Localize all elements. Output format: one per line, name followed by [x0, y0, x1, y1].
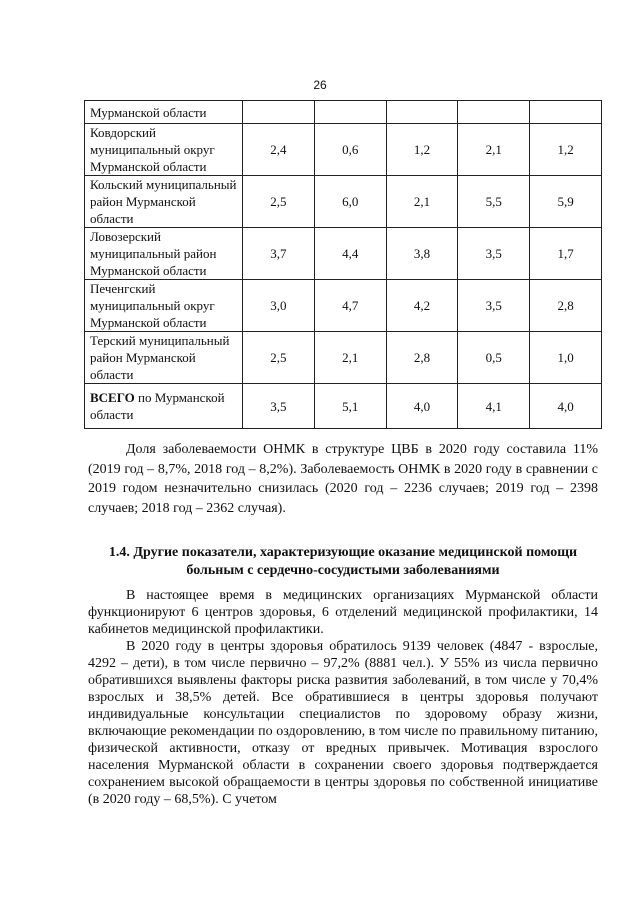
table-cell-value: 2,5	[243, 176, 315, 228]
table-cell-value: 4,7	[314, 280, 386, 332]
table-cell-value: 0,6	[314, 124, 386, 176]
table-cell-value	[386, 101, 458, 124]
table-cell-value: 5,9	[530, 176, 602, 228]
table-cell-district: Терский муниципальный район Мурманской области	[85, 332, 243, 384]
table-row	[85, 332, 602, 384]
table-cell-district: Мурманской области	[85, 101, 243, 124]
table-cell-value	[458, 101, 530, 124]
table-cell-value: 2,1	[386, 176, 458, 228]
table-cell-value: 4,0	[386, 384, 458, 429]
table-cell-value: 3,0	[243, 280, 315, 332]
table-cell-value: 1,0	[530, 332, 602, 384]
table-cell-value: 2,4	[243, 124, 315, 176]
table-cell-value: 5,5	[458, 176, 530, 228]
table-cell-value: 3,5	[243, 384, 315, 429]
table-cell-value: 3,7	[243, 228, 315, 280]
table-row	[85, 101, 602, 124]
table-row	[85, 176, 602, 228]
statistics-table	[84, 100, 602, 429]
paragraph-2020-visits: В 2020 году в центры здоровья обратилось 9139 человек (4847 - взрослые, 4292 – дети), в том числе первично – 97,2% (8881 чел.). У 55% из числа первично обратившихся выявлены факторы риска развития заболеваний, в том числе у 70,4% взрослых и 38,5% детей. Все обратившиеся в центры здоровья получают индивидуальные консультации специалистов по здоровому образу жизни, включающие рекомендации по оздоровлению, в том числе по правильному питанию, физической активности, отказу от вредных привычек. Мотивация взрослого населения Мурманской области в сохранении своего здоровья подтверждается сохранением высокой обращаемости в центры здоровья по собственной инициативе (в 2020 году – 68,5%). С учетом	[88, 639, 598, 807]
table-cell-value: 6,0	[314, 176, 386, 228]
total-label-rest: по Мурманской области	[90, 390, 225, 422]
table-row	[85, 228, 602, 280]
table-cell-value: 4,1	[458, 384, 530, 429]
table-cell-value: 3,5	[458, 228, 530, 280]
total-label-bold: ВСЕГО	[90, 390, 135, 405]
table-cell-value: 4,0	[530, 384, 602, 429]
table-cell-value	[530, 101, 602, 124]
table-row-total	[85, 384, 602, 429]
table-cell-value: 5,1	[314, 384, 386, 429]
table-cell-value: 4,2	[386, 280, 458, 332]
table-cell-value: 2,8	[530, 280, 602, 332]
section-heading: 1.4. Другие показатели, характеризующие оказание медицинской помощи больным с сердечно-сосудистыми заболеваниями	[108, 545, 578, 578]
table-cell-value: 1,7	[530, 228, 602, 280]
page-number: 26	[313, 78, 327, 92]
table-cell-value: 2,1	[314, 332, 386, 384]
table-cell-value	[314, 101, 386, 124]
table-cell-value: 1,2	[386, 124, 458, 176]
table-row	[85, 124, 602, 176]
table-cell-value: 4,4	[314, 228, 386, 280]
paragraph-onmk: Доля заболеваемости ОНМК в структуре ЦВБ в 2020 году составила 11% (2019 год – 8,7%, 2018 год – 8,2%). Заболеваемость ОНМК в 2020 году в сравнении с 2019 годом незначительно снизилась (2020 год – 2236 случаев; 2019 год – 2398 случаев; 2018 год – 2362 случая).	[88, 442, 598, 516]
table-cell-district: Печенгский муниципальный округ Мурманской области	[85, 280, 243, 332]
table-cell-value: 1,2	[530, 124, 602, 176]
table-cell-value: 3,8	[386, 228, 458, 280]
table-cell-value: 2,5	[243, 332, 315, 384]
table-cell-value: 0,5	[458, 332, 530, 384]
table-cell-value: 2,1	[458, 124, 530, 176]
table-cell-district: Кольский муниципальный район Мурманской области	[85, 176, 243, 228]
table-cell-total-label	[85, 384, 243, 429]
table-cell-value: 3,5	[458, 280, 530, 332]
paragraph-health-centers: В настоящее время в медицинских организациях Мурманской области функционируют 6 центров здоровья, 6 отделений медицинской профилактики, 14 кабинетов медицинской профилактики.	[88, 588, 598, 637]
table-cell-value	[243, 101, 315, 124]
table-row	[85, 280, 602, 332]
table-cell-district: Ловозерский муниципальный район Мурманской области	[85, 228, 243, 280]
table-cell-district: Ковдорский муниципальный округ Мурманской области	[85, 124, 243, 176]
table-cell-value: 2,8	[386, 332, 458, 384]
